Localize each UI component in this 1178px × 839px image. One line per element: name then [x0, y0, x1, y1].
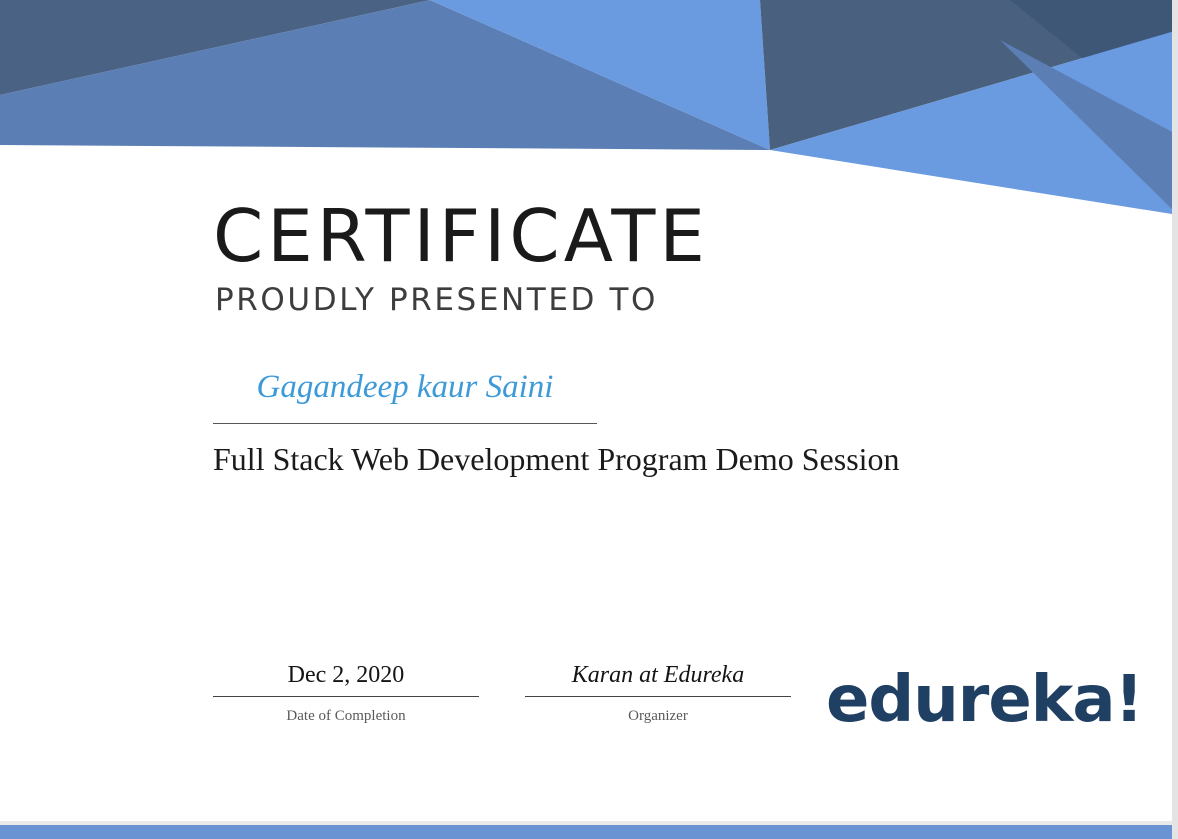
organizer-label: Organizer	[628, 708, 688, 724]
page-title: CERTIFICATE	[213, 194, 709, 278]
organizer-value: Karan at Edureka	[571, 662, 745, 688]
course-title: Full Stack Web Development Program Demo Session	[213, 441, 900, 477]
certificate-subtitle: PROUDLY PRESENTED TO	[215, 282, 658, 318]
edureka-logo-text: edureka!	[826, 663, 1143, 737]
bottom-accent-bar	[0, 825, 1178, 839]
date-label: Date of Completion	[286, 708, 406, 724]
right-edge-margin	[1172, 0, 1178, 839]
date-underline	[213, 696, 479, 697]
organizer-signature-block	[525, 662, 791, 725]
edureka-logo	[826, 663, 1143, 737]
organizer-underline	[525, 696, 791, 697]
recipient-name: Gagandeep kaur Saini	[256, 369, 554, 405]
certificate-heading-block	[213, 194, 709, 318]
recipient-underline	[213, 423, 597, 424]
date-signature-block	[213, 662, 479, 725]
date-value: Dec 2, 2020	[287, 662, 405, 688]
recipient-block	[213, 368, 597, 424]
